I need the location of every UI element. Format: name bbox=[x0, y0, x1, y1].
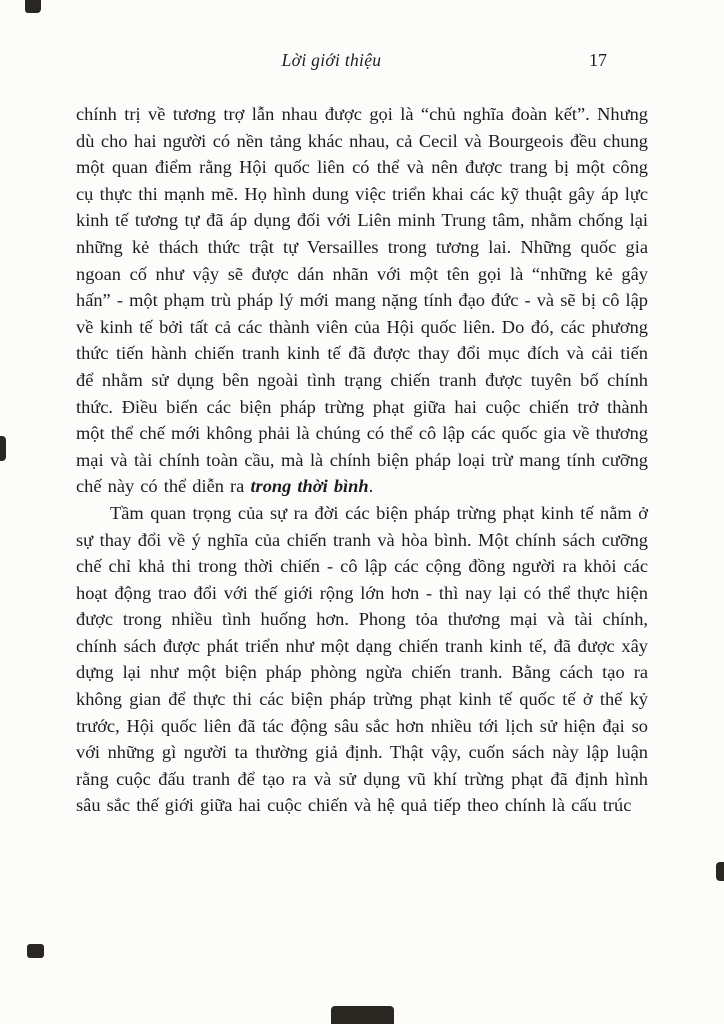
scan-artifact-bottom-left bbox=[27, 944, 44, 958]
running-header bbox=[76, 50, 647, 76]
body-text bbox=[76, 101, 648, 819]
chapter-title: Lời giới thiệu bbox=[281, 50, 382, 70]
page-number: 17 bbox=[589, 50, 607, 70]
text-segment: Tầm quan trọng của sự ra đời các biện pháp trừng phạt kinh tế nằm ở sự thay đổi về ý nghĩa của chiến tranh và hòa bình. Một chính sách cưỡng chế chỉ khả thi trong thời chiến - cô lập các cộng đồng người ra khỏi các hoạt động trao đổi với thế giới rộng lớn hơn - thì nay lại có thể thực hiện được trong nhiều tình huống hơn. Phong tỏa thương mại và tài chính, chính sách được phát triển như một dạng chiến tranh kinh tế, đã được xây dựng lại như một biện pháp phòng ngừa chiến tranh. Bằng cách tạo ra không gian để thực thi các biện pháp trừng phạt kinh tế quốc tế ở thế kỷ trước, Hội quốc liên đã tác động sâu sắc hơn nhiều tới lịch sử hiện đại so với những gì người ta thường giả định. Thật vậy, cuốn sách này lập luận rằng cuộc đấu tranh để tạo ra và sử dụng vũ khí trừng phạt đã định hình sâu sắc thế giới giữa hai cuộc chiến và hệ quả tiếp theo chính là cấu trúc bbox=[76, 502, 648, 816]
scan-artifact-left-edge bbox=[0, 436, 6, 461]
paragraph bbox=[76, 500, 648, 819]
scan-artifact-top-left bbox=[25, 0, 41, 13]
text-segment: chính trị về tương trợ lẫn nhau được gọi là “chủ nghĩa đoàn kết”. Nhưng dù cho hai người có nền tảng khác nhau, cả Cecil và Bourgeois đều chung một quan điểm rằng Hội quốc liên có thể và nên được trang bị một công cụ thực thi mạnh mẽ. Họ hình dung việc triển khai các kỹ thuật gây áp lực kinh tế tương tự đã áp dụng đối với Liên minh Trung tâm, nhằm chống lại những kẻ thách thức trật tự Versailles trong tương lai. Những quốc gia ngoan cố như vậy sẽ được dán nhãn với một tên gọi là “những kẻ gây hấn” - một phạm trù pháp lý mới mang nặng tính đạo đức - và sẽ bị cô lập về kinh tế bởi tất cả các thành viên của Hội quốc liên. Do đó, các phương thức tiến hành chiến tranh kinh tế đã được thay đổi mục đích và cải tiến để nhằm sử dụng bên ngoài tình trạng chiến tranh được tuyên bố chính thức. Điều biến các biện pháp trừng phạt giữa hai cuộc chiến trở thành một thể chế mới không phải là chúng có thể cô lập các quốc gia về thương mại và tài chính toàn cầu, mà là chính biện pháp loại trừ mang tính cưỡng chế này có thể diễn ra bbox=[76, 104, 648, 497]
scan-artifact-bottom-center bbox=[331, 1006, 394, 1024]
text-segment: . bbox=[368, 476, 374, 497]
scan-artifact-right-edge bbox=[716, 862, 724, 881]
paragraph bbox=[76, 101, 648, 500]
emphasis-text: trong thời bình bbox=[250, 476, 369, 497]
